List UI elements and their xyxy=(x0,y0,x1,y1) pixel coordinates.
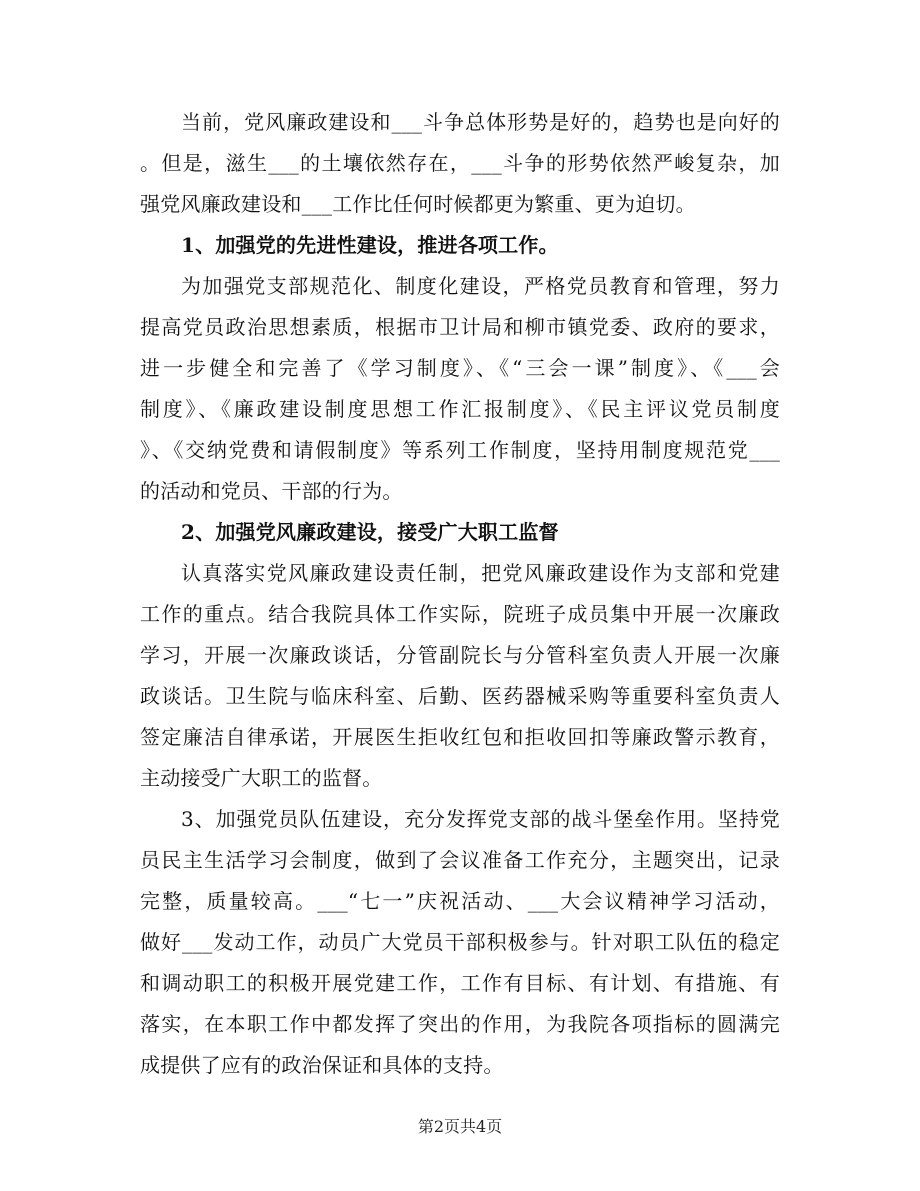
paragraph-line: 落实，在本职工作中都发挥了突出的作用，为我院各项指标的圆满完 xyxy=(140,1012,780,1036)
paragraph-line: 学习，开展一次廉政谈话，分管副院长与分管科室负责人开展一次廉 xyxy=(140,643,780,667)
paragraph-line: 主动接受广大职工的监督。 xyxy=(140,766,383,790)
paragraph-line: 强党风廉政建设和___工作比任何时候都更为繁重、更为迫切。 xyxy=(140,192,696,216)
paragraph-line: 完整，质量较高。___“七一”庆祝活动、___大会议精神学习活动， xyxy=(140,889,780,913)
paragraph-line: 认真落实党风廉政建设责任制，把党风廉政建设作为支部和党建 xyxy=(181,561,780,585)
page-number: 第2页共4页 xyxy=(417,1117,503,1136)
document-body xyxy=(140,102,780,1086)
paragraph-line: 提高党员政治思想素质，根据市卫计局和柳市镇党委、政府的要求， xyxy=(140,315,780,339)
section-heading-line: 2、加强党风廉政建设，接受广大职工监督 xyxy=(181,520,559,544)
paragraph-line: 签定廉洁自律承诺，开展医生拒收红包和拒收回扣等廉政警示教育， xyxy=(140,725,780,749)
paragraph-line: 做好___发动工作，动员广大党员干部积极参与。针对职工队伍的稳定 xyxy=(140,930,780,954)
paragraph-line: 成提供了应有的政治保证和具体的支持。 xyxy=(140,1053,504,1077)
paragraph-line: 为加强党支部规范化、制度化建设，严格党员教育和管理，努力 xyxy=(181,274,780,298)
paragraph-line: 3、加强党员队伍建设，充分发挥党支部的战斗堡垒作用。坚持党 xyxy=(181,807,780,831)
paragraph-line: 当前，党风廉政建设和___斗争总体形势是好的，趋势也是向好的 xyxy=(181,110,780,134)
paragraph-line: 政谈话。卫生院与临床科室、后勤、医药器械采购等重要科室负责人 xyxy=(140,684,780,708)
paragraph-line: 的活动和党员、干部的行为。 xyxy=(140,479,403,503)
section-heading-line: 1、加强党的先进性建设，推进各项工作。 xyxy=(181,233,559,257)
paragraph-line: 进一步健全和完善了《学习制度》、《“三会一课”制度》、《___会 xyxy=(140,356,780,380)
paragraph-line: 。但是，滋生___的土壤依然存在，___斗争的形势依然严峻复杂，加 xyxy=(140,151,780,175)
paragraph-line: 和调动职工的积极开展党建工作，工作有目标、有计划、有措施、有 xyxy=(140,971,780,995)
paragraph-line: 制度》、《廉政建设制度思想工作汇报制度》、《民主评议党员制度 xyxy=(140,397,780,421)
paragraph-line: 》、《交纳党费和请假制度》等系列工作制度，坚持用制度规范党___ xyxy=(140,438,780,462)
paragraph-line: 工作的重点。结合我院具体工作实际，院班子成员集中开展一次廉政 xyxy=(140,602,780,626)
paragraph-line: 员民主生活学习会制度，做到了会议准备工作充分，主题突出，记录 xyxy=(140,848,780,872)
